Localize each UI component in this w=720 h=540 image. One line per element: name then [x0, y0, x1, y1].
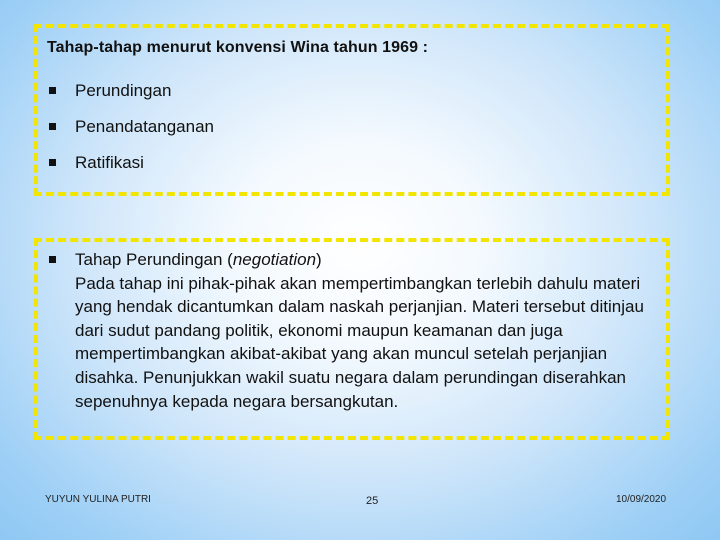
list-item: [46, 81, 214, 117]
negotiation-title: [46, 248, 656, 272]
stages-box: [34, 24, 670, 196]
negotiation-box: [34, 238, 670, 440]
list-item: [46, 153, 214, 189]
negotiation-body: Pada tahap ini pihak-pihak akan mempertimbangkan terlebih dahulu materi yang hendak dicantumkan dalam naskah perjanjian. Materi tersebut ditinjau dari sudut pandang politik, ekonomi maupun keamanan dan juga mempertimbangkan akibat-akibat yang akan muncul setelah perjanjian disahka. Penunjukkan wakil suatu negara dalam perundingan diserahkan sepenuhnya kepada negara bersangkutan.: [75, 273, 644, 411]
square-bullet-icon: [49, 87, 56, 94]
negotiation-section: [46, 248, 656, 413]
list-item: [46, 117, 214, 153]
list-item-label: Penandatanganan: [75, 117, 214, 136]
square-bullet-icon: [49, 159, 56, 166]
title-suffix: ): [316, 250, 322, 269]
square-bullet-icon: [49, 256, 56, 263]
title-prefix: Tahap Perundingan (: [75, 250, 233, 269]
stages-list: [46, 81, 214, 189]
footer-author: YUYUN YULINA PUTRI: [45, 494, 151, 505]
list-item-label: Perundingan: [75, 81, 172, 100]
list-item-label: Ratifikasi: [75, 153, 144, 172]
negotiation-title-text: [75, 248, 322, 272]
stages-heading: Tahap-tahap menurut konvensi Wina tahun 1969 :: [47, 39, 429, 56]
footer-page-number: 25: [366, 495, 379, 507]
footer-date: 10/09/2020: [616, 494, 667, 505]
title-italic: negotiation: [232, 250, 317, 269]
square-bullet-icon: [49, 123, 56, 130]
